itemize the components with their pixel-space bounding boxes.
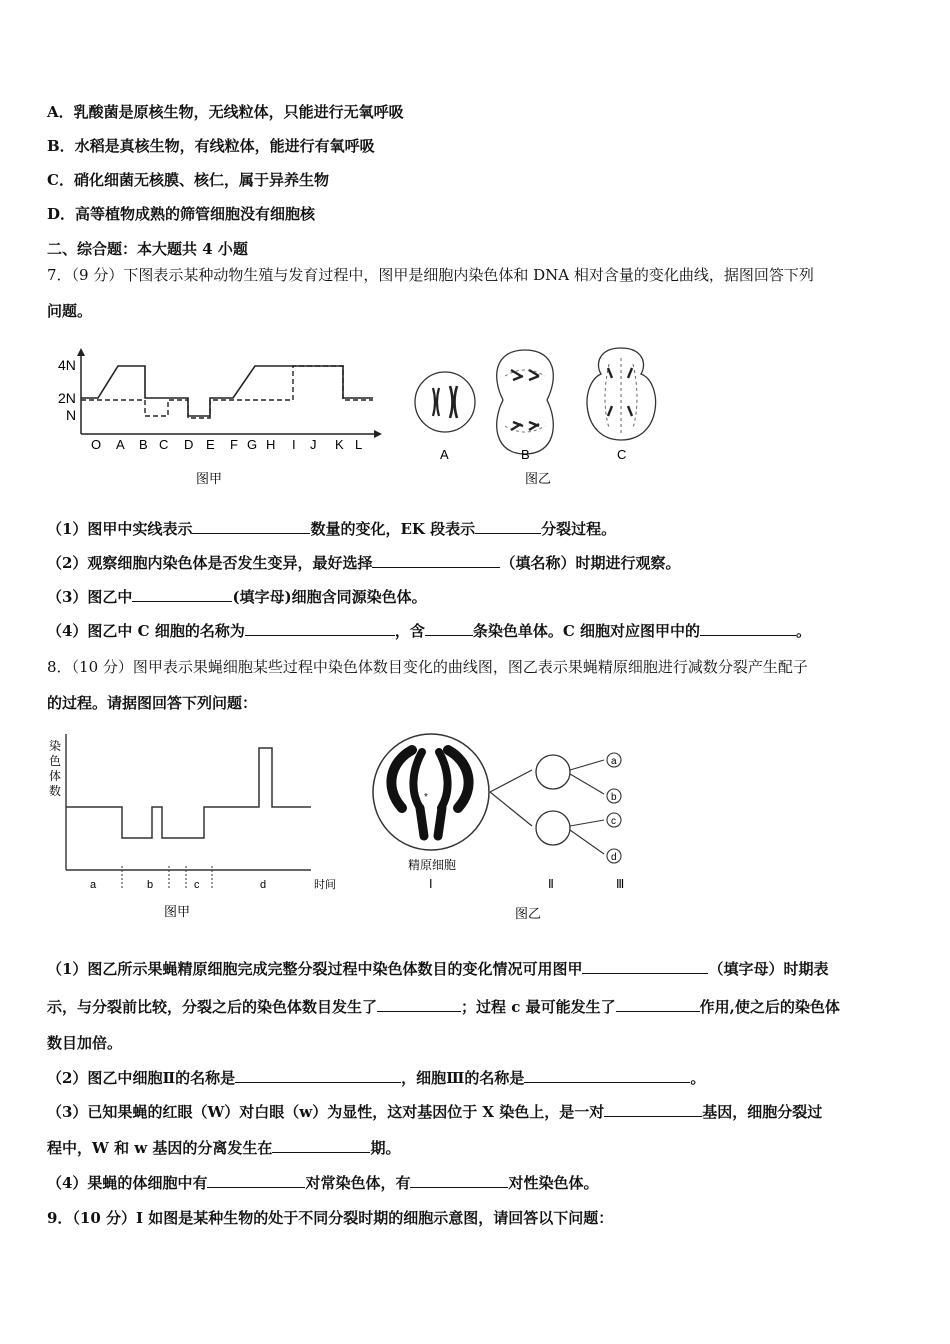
svg-text:c: c xyxy=(611,816,616,827)
q7-figure-jia xyxy=(48,348,388,488)
spermatogonium xyxy=(373,734,489,850)
svg-text:b: b xyxy=(147,879,154,891)
section-title: 二、综合题：本大题共 4 小题 xyxy=(47,240,248,258)
x-label-i: I xyxy=(292,437,296,452)
q8-stem-2: 的过程。请据图回答下列问题： xyxy=(47,694,258,712)
svg-text:d: d xyxy=(260,879,267,891)
svg-text:a: a xyxy=(90,879,97,891)
x-label-a: A xyxy=(116,437,125,452)
svg-text:*: * xyxy=(424,792,428,803)
q8-figure-jia xyxy=(46,730,346,930)
spermatogonium-label: 精原细胞 xyxy=(408,858,457,872)
q8-sub3-line2: 程中，W 和 w 基因的分离发生在 期。 xyxy=(47,1139,401,1157)
svg-text:染: 染 xyxy=(49,739,62,753)
blank[interactable] xyxy=(425,621,473,636)
x-label-g: G xyxy=(247,437,258,452)
x-label-j: J xyxy=(310,437,317,452)
blank[interactable] xyxy=(372,553,500,568)
fig-jia-caption: 图甲 xyxy=(164,904,191,919)
blank[interactable] xyxy=(582,959,708,974)
blank[interactable] xyxy=(132,587,232,602)
x-label-o: O xyxy=(91,437,102,452)
cell-a xyxy=(415,372,475,432)
x-label-b: B xyxy=(139,437,148,452)
svg-text:体: 体 xyxy=(49,769,62,783)
y-axis-label xyxy=(49,738,61,798)
q8-figure-yi xyxy=(360,722,640,930)
cell-a-label: A xyxy=(440,447,449,462)
blank[interactable] xyxy=(475,519,541,534)
fig-yi-caption: 图乙 xyxy=(515,906,542,921)
blank[interactable] xyxy=(235,1068,401,1083)
blank[interactable] xyxy=(272,1138,370,1153)
y-label-n: N xyxy=(66,407,77,423)
blank[interactable] xyxy=(616,997,700,1012)
cell-b-label: B xyxy=(521,447,530,462)
x-label-c: C xyxy=(159,437,169,452)
q8-sub2: （2）图乙中细胞Ⅱ的名称是 ，细胞Ⅲ的名称是 。 xyxy=(47,1069,706,1087)
svg-text:色: 色 xyxy=(49,754,62,768)
gamete-labels xyxy=(611,756,617,863)
blank[interactable] xyxy=(524,1068,690,1083)
q7-figure-yi xyxy=(405,338,670,488)
x-label-h: H xyxy=(266,437,276,452)
stage-i: Ⅰ xyxy=(429,877,433,891)
q8-sub1-line3: 数目加倍。 xyxy=(47,1034,123,1052)
blank[interactable] xyxy=(192,519,310,534)
q8-sub4: （4）果蝇的体细胞中有 对常染色体，有 对性染色体。 xyxy=(47,1174,599,1192)
cell-ii-top xyxy=(536,755,570,789)
option-b: B．水稻是真核生物，有线粒体，能进行有氧呼吸 xyxy=(47,137,375,155)
q8-sub3: （3）已知果蝇的红眼（W）对白眼（w）为显性，这对基因位于 X 染色上，是一对 基因，细胞分裂过 xyxy=(47,1103,823,1121)
q8-sub1: （1）图乙所示果蝇精原细胞完成完整分裂过程中染色体数目的变化情况可用图甲 （填字母）时期表 xyxy=(47,960,829,978)
cell-ii-bottom xyxy=(536,811,570,845)
y-label-2n: 2N xyxy=(58,390,76,406)
fig-yi-caption: 图乙 xyxy=(525,471,552,486)
svg-text:c: c xyxy=(194,879,200,891)
stage-ii: Ⅱ xyxy=(548,877,554,891)
blank[interactable] xyxy=(410,1173,508,1188)
x-label-f: F xyxy=(230,437,238,452)
blank[interactable] xyxy=(377,997,461,1012)
option-c: C．硝化细菌无核膜、核仁，属于异养生物 xyxy=(47,171,329,189)
cell-c xyxy=(587,348,656,440)
q9-stem: 9．（10 分）I 如图是某种生物的处于不同分裂时期的细胞示意图，请回答以下问题： xyxy=(47,1209,614,1227)
q7-stem-2: 问题。 xyxy=(47,302,93,320)
stage-iii: Ⅲ xyxy=(616,877,625,891)
y-label-4n: 4N xyxy=(58,357,76,373)
svg-text:数: 数 xyxy=(49,784,62,798)
dna-curve xyxy=(81,366,373,416)
cell-b xyxy=(497,350,554,454)
x-label-d: D xyxy=(184,437,194,452)
x-label-k: K xyxy=(335,437,344,452)
chromosome-number-curve xyxy=(66,748,311,838)
x-label-l: L xyxy=(355,437,363,452)
fig-jia-caption: 图甲 xyxy=(196,471,223,486)
option-d: D．高等植物成熟的筛管细胞没有细胞核 xyxy=(47,205,316,223)
q8-sub1-line2: 示，与分裂前比较，分裂之后的染色体数目发生了 ；过程 c 最可能发生了 作用,使之后的染色体 xyxy=(47,998,840,1016)
q7-stem-1: 7．（9 分）下图表示某种动物生殖与发育过程中，图甲是细胞内染色体和 DNA 相对含量的变化曲线，据图回答下列 xyxy=(47,266,814,284)
option-a: A．乳酸菌是原核生物，无线粒体，只能进行无氧呼吸 xyxy=(47,103,404,121)
svg-text:d: d xyxy=(611,852,617,863)
svg-text:a: a xyxy=(611,756,617,767)
blank[interactable] xyxy=(700,621,796,636)
q7-sub3: （3）图乙中 (填字母)细胞含同源染色体。 xyxy=(47,588,427,606)
q8-stem-1: 8．（10 分）图甲表示果蝇细胞某些过程中染色体数目变化的曲线图，图乙表示果蝇精原细胞进行减数分裂产生配子 xyxy=(47,658,808,676)
q7-sub1: （1）图甲中实线表示 数量的变化，EK 段表示 分裂过程。 xyxy=(47,520,617,538)
q7-sub2: （2）观察细胞内染色体是否发生变异，最好选择 （填名称）时期进行观察。 xyxy=(47,554,681,572)
blank[interactable] xyxy=(207,1173,305,1188)
x-labels xyxy=(91,437,362,452)
x-label-e: E xyxy=(206,437,215,452)
blank[interactable] xyxy=(604,1102,702,1117)
svg-text:b: b xyxy=(611,792,617,803)
blank[interactable] xyxy=(245,621,395,636)
chromosome-curve xyxy=(81,366,373,418)
q7-sub4: （4）图乙中 C 细胞的名称为 ，含 条染色单体。C 细胞对应图甲中的 。 xyxy=(47,622,812,640)
cell-c-label: C xyxy=(617,447,627,462)
svg-text:时间: 时间 xyxy=(314,879,336,891)
x-labels xyxy=(90,877,336,891)
